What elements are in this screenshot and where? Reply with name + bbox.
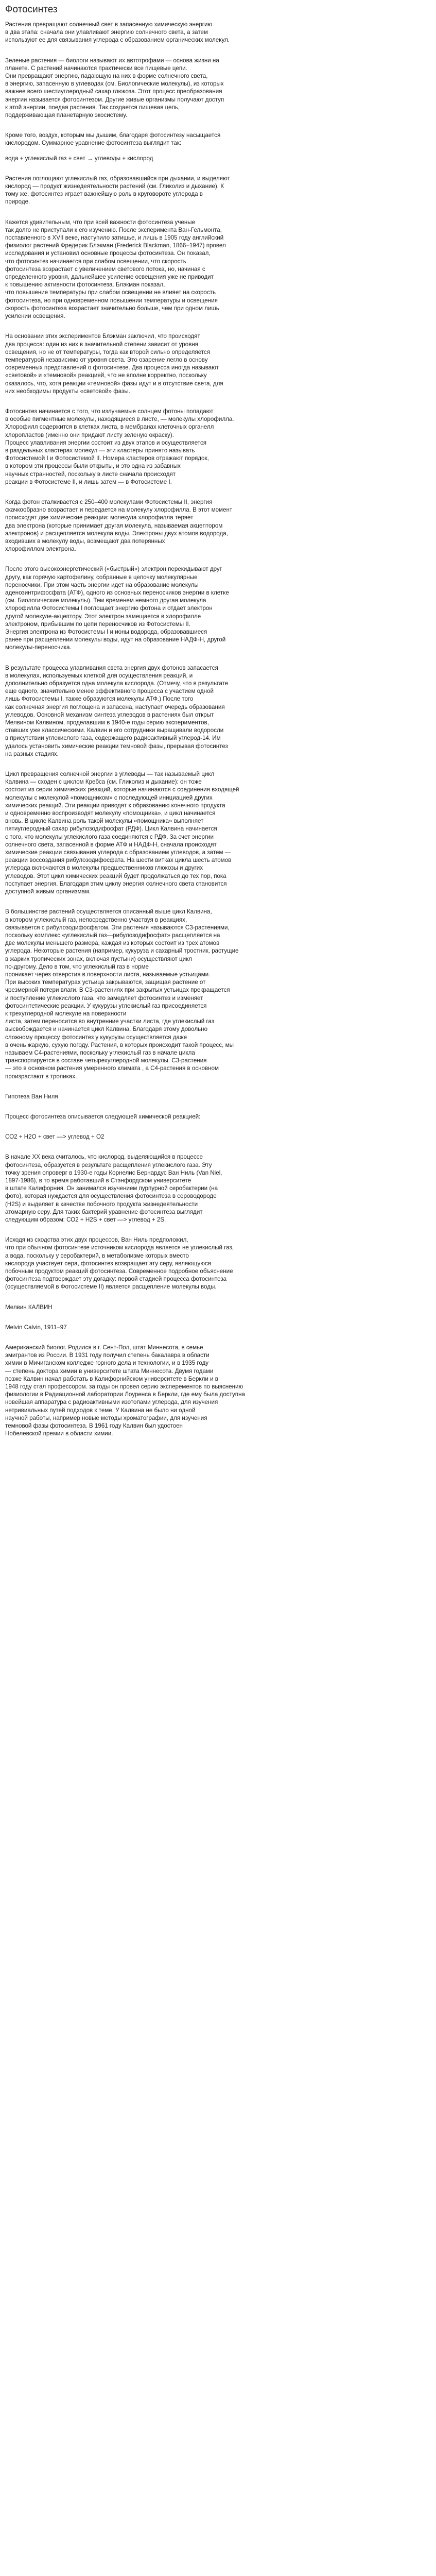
paragraph-photosystems: Фотосинтез начинается с того, что излучаемые солнцем фотоны попадают в особые пигментные молекулы, находящиеся в листе, — молекулы хлорофилла. Хлорофилл содержится в клетках листа, в мембранах клеточных органелл хлоропластов (именно они придают листу зеленую окраску). Процесс улавливания энергии состоит из двух этапов и осуществляется в раздельных кластерах молекул — эти кластеры принято называть Фотосистемой I и Фотосистемой II. Номера кластеров отражают порядок, в котором эти процессы были открыты, и это одна из забавных научных странностей, поскольку в листе сначала происходят реакции в Фотосистеме II, и лишь затем — в Фотосистеме I. bbox=[5, 408, 234, 485]
paragraph-water-source: Исходя из сходства этих двух процессов, Ван Ниль предположил, что при обычном фотосинтезе источником кислорода является не углекислый газ, а вода, поскольку у серобактерий, в метаболизме которых вместо кислорода участвует сера, фотосинтез возвращает эту серу, являющуюся побочным продуктом реакций фотосинтеза. Современное подробное объяснение фотосинтеза подтверждает эту догадку: первой стадией процесса фотосинтеза (осуществляемой в Фотосистеме II) является расщепление молекулы воды. bbox=[5, 1236, 234, 1291]
calvin-dates: Melvin Calvin, 1911–97 bbox=[5, 1324, 67, 1331]
paragraph-electron-chain: После этого высокоэнергетический («быстрый») электрон перекидывают друг другу, как горячую картофелину, собранные в цепочку молекулярные переносчики. При этом часть энергии идет на образование молекулы аденозинтрифосфата (АТФ), одного из основных переносчиков энергии в клетке (см. Биологические молекулы). Тем временем немного другая молекула хлорофилла Фотосистемы I поглощает энергию фотона и отдает электрон другой молекуле-акцептору. Этот электрон замещается в хлорофилле электроном, прибывшим по цепи переносчиков из Фотосистемы II. Энергия электрона из Фотосистемы I и ионы водорода, образовавшиеся ранее при расщеплении молекулы воды, идут на образование НАДФ-Н, другой молекулы-переносчика. bbox=[5, 566, 229, 651]
paragraph-two-processes: На основании этих экспериментов Блэкман заключил, что происходят два процесса: один из них в значительной степени зависит от уровня освещения, но не от температуры, тогда как второй сильно определяется температурой независимо от уровня света. Это озарение легло в основу современных представлений о фотосинтезе. Два процесса иногда называют «световой» и «темновой» реакцией, что не вполне корректно, поскольку оказалось, что, хотя реакции «темновой» фазы идут и в отсутствие света, для них необходимы продукты «световой» фазы. bbox=[5, 333, 223, 395]
heading-calvin-bio: Мелвин КАЛВИН bbox=[5, 1303, 53, 1311]
paragraph-calvin-cycle: Цикл превращения солнечной энергии в углеводы — так называемый цикл Калвина — сходен с циклом Кребса (см. Гликолиз и дыхание): он тоже состоит из серии химических реакций, которые начинаются с соединения входящей молекулы с молекулой «помощником» с последующей инициацией других химических реакций. Эти реакции приводят к образованию конечного продукта и одновременно воспроизводят молекулу «помощника», и цикл начинается вновь. В цикле Калвина роль такой молекулы «помощника» выполняет пятиуглеродный сахар рибулозодифосфат (РДФ). Цикл Калвина начинается с того, что молекулы углекислого газа соединяются с РДФ. За счет энергии солнечного света, запасенной в форме АТФ и НАДФ-Н, сначала происходят химические реакции связывания углерода с образованием углеводов, а затем — реакции воссоздания рибулозодифосфата. На шести витках цикла шесть атомов углерода включаются в молекулы предшественников глюкозы и других углеводов. Этот цикл химических реакций будет продолжаться до тех пор, пока поступает энергия. Благодаря этим циклу энергия солнечного света становится доступной живым организмам. bbox=[5, 771, 239, 895]
paragraph-c3-c4: В большинстве растений осуществляется описанный выше цикл Калвина, в котором углекислый газ, непосредственно участвуя в реакциях, связывается с рибулозодифосфатом. Эти растения называются С3-растениями, поскольку комплекс «углекислый газ—рибулозодифосфат» расщепляется на две молекулы меньшего размера, каждая из которых состоит из трех атомов углерода. Некоторые растения (например, кукуруза и сахарный тростник, растущие в жарких тропических зонах, включая пустыни) осуществляют цикл по-другому. Дело в том, что углекислый газ в норме проникает через отверстия в поверхности листа, называемые устьицами. При высоких температурах устьица закрываются, защищая растение от чрезмерной потери влаги. В С3-растениях при закрытых устьицах прекращается и поступление углекислого газа, что замедляет фотосинтез и изменяет фотосинтетические реакции. У кукурузы углекислый газ присоединяется к трехуглеродной молекуле на поверхности листа, затем переносится во внутренние участки листа, где углекислый газ высвобождается и начинается цикл Калвина. Благодаря этому довольно сложному процессу фотосинтез у кукурузы осуществляется даже в очень жаркую, сухую погоду. Растения, в которых происходит такой процесс, мы называем С4-растениями, поскольку углекислый газ в начале цикла транспортируется в составе четырехуглеродной молекулы. С3-растения — это в основном растения умеренного климата , а С4-растения в основном произрастают в тропиках. bbox=[5, 908, 239, 1080]
paragraph-oxygen: Кроме того, воздух, которым мы дышим, благодаря фотосинтезу насыщается кислородом. Суммарное уравнение фотосинтеза выглядит так: bbox=[5, 132, 221, 147]
page-title: Фотосинтез bbox=[5, 4, 58, 15]
paragraph-van-niel: В начале XX века считалось, что кислород, выделяющийся в процессе фотосинтеза, образуется в результате расщепления углекислого газа. Эту точку зрения опроверг в 1930-е годы Корнелис Бернардус Ван Ниль (Van Niel, 1897-1986), в то время работавший в Стэнфордском университете в штате Калифорния. Он занимался изучением пурпурной серобактерии (на фото), которая нуждается для осуществления фотосинтеза в сероводороде (H2S) и выделяет в качестве побочного продукта жизнедеятельности атомарную серу. Для таких бактерий уравнение фотосинтеза выглядит следующим образом: СО2 + H2S + свет —> углевод + 2S. bbox=[5, 1154, 222, 1223]
heading-van-niel: Гипотеза Ван Ниля bbox=[5, 1093, 58, 1100]
paragraph-calvin-bio: Американский биолог. Родился в г. Сент-Пол, штат Миннесота, в семье эмигрантов из России. В 1931 году получил степень бакалавра в области химии в Мичиганском колледже горного дела и технологии, и в 1935 году — степень доктора химии в университете штата Миннесота. Двумя годами позже Калвин начал работать в Калифорнийском университете в Беркли и в 1948 году стал профессором. за годы он провел серию эксперементов по выяснению физиологии в Радиационной лаборатории Лоуренса в Беркли, где ему была доступна новейшая аппаратура с радиоактивными изотопами углерода, для изучения нетривиальных путей подходов к теме. У Калвина не было ни одной научной работы, например новые методы хроматографии, для изучения темновой фазы фотосинтеза. В 1961 году Калвин был удостоен Нобелевской премии в области химии. bbox=[5, 1344, 245, 1437]
equation-photosynthesis: СО2 + Н2О + свет —> углевод + О2 bbox=[5, 1133, 104, 1141]
equation-summary: вода + углекислый газ + свет → углеводы + кислород bbox=[5, 155, 153, 162]
paragraph-photon: Когда фотон сталкивается с 250–400 молекулами Фотосистемы II, энергия скачкообразно возрастает и передается на молекулу хлорофилла. В этот момент происходят две химические реакции: молекула хлорофилла теряет два электрона (которые принимает другая молекула, называемая акцептором электронов) и расщепляется молекула воды. Электроны двух атомов водорода, входивших в молекулу воды, возмещают два потерянных хлорофиллом электрона. bbox=[5, 498, 233, 553]
paragraph-blackman: Кажется удивительным, что при всей важности фотосинтеза ученые так долго не приступали к его изучению. После эксперимента Ван-Гельмонта, поставленного в XVII веке, наступило затишье, и лишь в 1905 году английский физиолог растений Фредерик Блэкман (Frederick Blackman, 1866–1947) провел исследования и установил основные процессы фотосинтеза. Он показал, что фотосинтез начинается при слабом освещении, что скорость фотосинтеза возрастает с увеличением светового потока, но, начиная с определенного уровня, дальнейшее усиление освещения уже не приводит к повышению активности фотосинтеза. Блэкман показал, что повышение температуры при слабом освещении не влияет на скорость фотосинтеза, но при одновременном повышении температуры и освещения скорость фотосинтеза возрастает значительно больше, чем при одном лишь усилении освещения. bbox=[5, 218, 226, 320]
paragraph-reaction-intro: Процесс фотосинтеза описывается следующей химической реакцией: bbox=[5, 1113, 201, 1120]
paragraph-carbon-cycle: Растения поглощают углекислый газ, образовавшийся при дыхании, и выделяют кислород — продукт жизнедеятельности растений (см. Гликолиз и дыхание). К тому же, фотосинтез играет важнейшую роль в круговороте углерода в природе. bbox=[5, 175, 230, 206]
paragraph-calvin-experiments: В результате процесса улавливания света энергия двух фотонов запасается в молекулах, используемых клеткой для осуществления реакций, и дополнительно образуется одна молекула кислорода. (Отмечу, что в результате еще одного, значительно менее эффективного процесса с участием одной лишь Фотосистемы I, также образуются молекулы АТФ.) После того как солнечная энергия поглощена и запасена, наступает очередь образования углеводов. Основной механизм синтеза углеводов в растениях был открыт Мелвином Калвином, проделавшим в 1940-е годы серию экспериментов, ставших уже классическими. Калвин и его сотрудники выращивали водоросли в присутствии углекислого газа, содержащего радиоактивный углерод-14. Им удалось установить химические реакции темновой фазы, прерывая фотосинтез на разных стадиях. bbox=[5, 664, 229, 757]
paragraph-autotrophs: Зеленые растения — биологи называют их автотрофами — основа жизни на планете. С растений начинаются практически все пищевые цепи. Они превращают энергию, падающую на них в форме солнечного света, в энергию, запасенную в углеводах (см. Биологические молекулы), из которых важнее всего шестиуглеродный сахар глюкоза. Этот процесс преобразования энергии называется фотосинтезом. Другие живые организмы получают доступ к этой энергии, поедая растения. Так создается пищевая цепь, поддерживающая планетарную экосистему. bbox=[5, 57, 224, 119]
paragraph-intro: Растения превращают солнечный свет в запасенную химическую энергию в два этапа: сначала они улавливают энергию солнечного света, а затем используют ее для связывания углерода с образованием органических молекул. bbox=[5, 21, 230, 44]
